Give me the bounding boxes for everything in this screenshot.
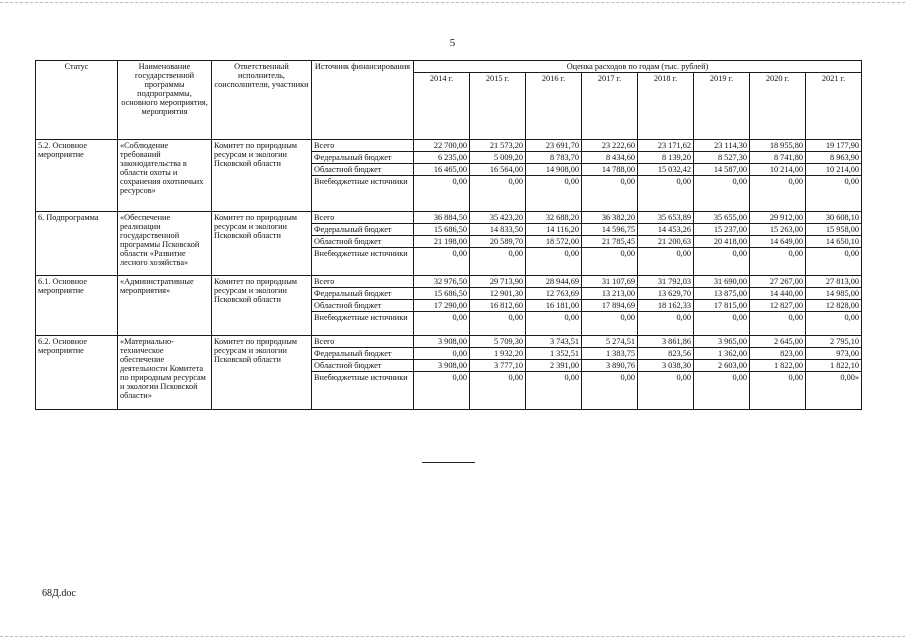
source-label: Федеральный бюджет [312,152,414,164]
value-cell: 1 932,20 [470,348,526,360]
value-cell: 18 162,33 [638,300,694,312]
value-cell: 15 686,50 [414,288,470,300]
value-cell: 14 788,00 [582,164,638,176]
source-label: Всего [312,140,414,152]
budget-table [35,60,862,410]
source-label: Внебюджетные источники [312,248,414,276]
value-cell: 27 813,00 [806,276,862,288]
value-cell: 31 690,00 [694,276,750,288]
header-source: Источник финансирования [312,61,414,140]
value-cell: 16 465,00 [414,164,470,176]
value-cell: 35 655,00 [694,212,750,224]
value-cell: 36 382,20 [582,212,638,224]
source-label: Областной бюджет [312,360,414,372]
value-cell: 21 200,63 [638,236,694,248]
value-cell: 15 958,00 [806,224,862,236]
group-responsible: Комитет по природным ресурсам и экологии Псковской области [212,276,312,336]
value-cell: 12 828,00 [806,300,862,312]
header-year: 2017 г. [582,73,638,140]
value-cell: 1 352,51 [526,348,582,360]
value-cell: 12 827,00 [750,300,806,312]
value-cell: 0,00 [638,248,694,276]
value-cell: 0,00 [414,176,470,212]
group-name: «Соблюдение требований законодательства в области охоты и сохранения охотничьих ресурсов» [118,140,212,212]
value-cell: 0,00 [638,372,694,410]
value-cell: 2 645,00 [750,336,806,348]
header-year: 2018 г. [638,73,694,140]
value-cell: 19 177,90 [806,140,862,152]
value-cell: 8 741,80 [750,152,806,164]
value-cell: 0,00 [414,248,470,276]
value-cell: 0,00 [470,248,526,276]
source-label: Областной бюджет [312,236,414,248]
value-cell: 0,00 [638,312,694,336]
value-cell: 823,00 [750,348,806,360]
value-cell: 14 440,00 [750,288,806,300]
value-cell: 5 274,51 [582,336,638,348]
source-label: Внебюджетные источники [312,312,414,336]
value-cell: 2 603,00 [694,360,750,372]
value-cell: 21 573,20 [470,140,526,152]
source-label: Всего [312,212,414,224]
source-label: Федеральный бюджет [312,348,414,360]
value-cell: 21 198,00 [414,236,470,248]
value-cell: 14 985,00 [806,288,862,300]
value-cell: 973,00 [806,348,862,360]
value-cell: 31 107,69 [582,276,638,288]
value-cell: 32 688,20 [526,212,582,224]
value-cell: 14 587,00 [694,164,750,176]
value-cell: 0,00 [750,372,806,410]
group-name: «Материально-техническое обеспечение деятельности Комитета по природным ресурсам и экологии Псковской области» [118,336,212,410]
value-cell: 20 418,00 [694,236,750,248]
header-year: 2019 г. [694,73,750,140]
value-cell: 0,00 [414,312,470,336]
header-year: 2015 г. [470,73,526,140]
value-cell: 0,00 [582,176,638,212]
value-cell: 35 423,20 [470,212,526,224]
value-cell: 3 038,30 [638,360,694,372]
value-cell: 1 383,75 [582,348,638,360]
group-status: 6.2. Основное мероприятие [36,336,118,410]
value-cell: 22 700,00 [414,140,470,152]
value-cell: 0,00» [806,372,862,410]
value-cell: 21 785,45 [582,236,638,248]
value-cell: 18 955,80 [750,140,806,152]
value-cell: 0,00 [470,372,526,410]
value-cell: 23 114,30 [694,140,750,152]
table-row [36,276,862,288]
value-cell: 3 861,86 [638,336,694,348]
value-cell: 29 912,00 [750,212,806,224]
value-cell: 23 171,62 [638,140,694,152]
header-year: 2016 г. [526,73,582,140]
value-cell: 27 267,00 [750,276,806,288]
header-row-1 [36,61,862,73]
value-cell: 14 649,00 [750,236,806,248]
value-cell: 14 453,26 [638,224,694,236]
source-label: Федеральный бюджет [312,224,414,236]
value-cell: 2 795,10 [806,336,862,348]
header-status: Статус [36,61,118,140]
value-cell: 8 139,20 [638,152,694,164]
value-cell: 16 181,00 [526,300,582,312]
source-label: Областной бюджет [312,164,414,176]
value-cell: 17 290,00 [414,300,470,312]
source-label: Внебюджетные источники [312,372,414,410]
value-cell: 10 214,00 [806,164,862,176]
source-label: Областной бюджет [312,300,414,312]
table-row [36,212,862,224]
value-cell: 0,00 [694,372,750,410]
value-cell: 0,00 [750,248,806,276]
value-cell: 0,00 [526,248,582,276]
value-cell: 0,00 [750,312,806,336]
value-cell: 18 572,00 [526,236,582,248]
value-cell: 3 908,00 [414,360,470,372]
value-cell: 0,00 [806,312,862,336]
value-cell: 1 822,10 [806,360,862,372]
value-cell: 16 812,60 [470,300,526,312]
value-cell: 15 237,00 [694,224,750,236]
table-row [36,336,862,348]
group-responsible: Комитет по природным ресурсам и экологии Псковской области [212,212,312,276]
value-cell: 0,00 [750,176,806,212]
footer-file-name: 68Д.doc [42,588,76,599]
value-cell: 0,00 [582,248,638,276]
value-cell: 1 822,00 [750,360,806,372]
group-responsible: Комитет по природным ресурсам и экологии Псковской области [212,140,312,212]
value-cell: 0,00 [806,176,862,212]
value-cell: 14 650,10 [806,236,862,248]
value-cell: 14 116,20 [526,224,582,236]
value-cell: 28 944,69 [526,276,582,288]
table-row [36,140,862,152]
header-year: 2014 г. [414,73,470,140]
value-cell: 0,00 [582,372,638,410]
value-cell: 3 890,76 [582,360,638,372]
source-label: Всего [312,276,414,288]
end-of-table-rule [422,462,475,463]
value-cell: 2 391,00 [526,360,582,372]
value-cell: 10 214,00 [750,164,806,176]
value-cell: 20 589,70 [470,236,526,248]
value-cell: 14 908,00 [526,164,582,176]
value-cell: 15 263,00 [750,224,806,236]
value-cell: 0,00 [526,312,582,336]
group-responsible: Комитет по природным ресурсам и экологии Псковской области [212,336,312,410]
value-cell: 0,00 [638,176,694,212]
value-cell: 8 783,70 [526,152,582,164]
value-cell: 13 629,70 [638,288,694,300]
value-cell: 14 833,50 [470,224,526,236]
value-cell: 29 713,90 [470,276,526,288]
scan-bottom-edge [0,636,905,638]
value-cell: 3 965,00 [694,336,750,348]
value-cell: 32 976,50 [414,276,470,288]
value-cell: 15 686,50 [414,224,470,236]
value-cell: 35 653,89 [638,212,694,224]
value-cell: 0,00 [414,348,470,360]
header-year: 2020 г. [750,73,806,140]
value-cell: 823,56 [638,348,694,360]
value-cell: 12 901,30 [470,288,526,300]
value-cell: 3 908,00 [414,336,470,348]
source-label: Всего [312,336,414,348]
group-status: 6. Подпрограмма [36,212,118,276]
source-label: Внебюджетные источники [312,176,414,212]
value-cell: 0,00 [582,312,638,336]
value-cell: 8 963,90 [806,152,862,164]
value-cell: 13 875,00 [694,288,750,300]
value-cell: 3 743,51 [526,336,582,348]
header-year: 2021 г. [806,73,862,140]
value-cell: 0,00 [526,372,582,410]
value-cell: 17 815,00 [694,300,750,312]
page-number: 5 [449,37,456,49]
value-cell: 5 009,20 [470,152,526,164]
value-cell: 17 894,69 [582,300,638,312]
value-cell: 23 691,70 [526,140,582,152]
value-cell: 36 884,50 [414,212,470,224]
value-cell: 13 213,00 [582,288,638,300]
value-cell: 31 792,03 [638,276,694,288]
group-status: 6.1. Основное мероприятие [36,276,118,336]
value-cell: 6 235,00 [414,152,470,164]
value-cell: 1 362,00 [694,348,750,360]
header-name: Наименование государственной программы подпрограммы, основного мероприятия, мероприятия [118,61,212,140]
value-cell: 0,00 [414,372,470,410]
scan-top-edge [0,2,905,4]
value-cell: 15 032,42 [638,164,694,176]
value-cell: 5 709,30 [470,336,526,348]
value-cell: 0,00 [470,176,526,212]
value-cell: 8 434,60 [582,152,638,164]
value-cell: 0,00 [806,248,862,276]
value-cell: 3 777,10 [470,360,526,372]
source-label: Федеральный бюджет [312,288,414,300]
value-cell: 14 596,75 [582,224,638,236]
value-cell: 0,00 [470,312,526,336]
value-cell: 12 763,69 [526,288,582,300]
value-cell: 0,00 [526,176,582,212]
header-estimate: Оценка расходов по годам (тыс. рублей) [414,61,862,73]
value-cell: 8 527,30 [694,152,750,164]
group-name: «Обеспечение реализации государственной программы Псковской области «Развитие лесного хозяйства» [118,212,212,276]
value-cell: 23 222,60 [582,140,638,152]
group-name: «Административные мероприятия» [118,276,212,336]
header-responsible: Ответственный исполнитель, соисполнители, участники [212,61,312,140]
value-cell: 16 564,00 [470,164,526,176]
value-cell: 0,00 [694,176,750,212]
value-cell: 0,00 [694,312,750,336]
value-cell: 0,00 [694,248,750,276]
group-status: 5.2. Основное мероприятие [36,140,118,212]
value-cell: 30 608,10 [806,212,862,224]
